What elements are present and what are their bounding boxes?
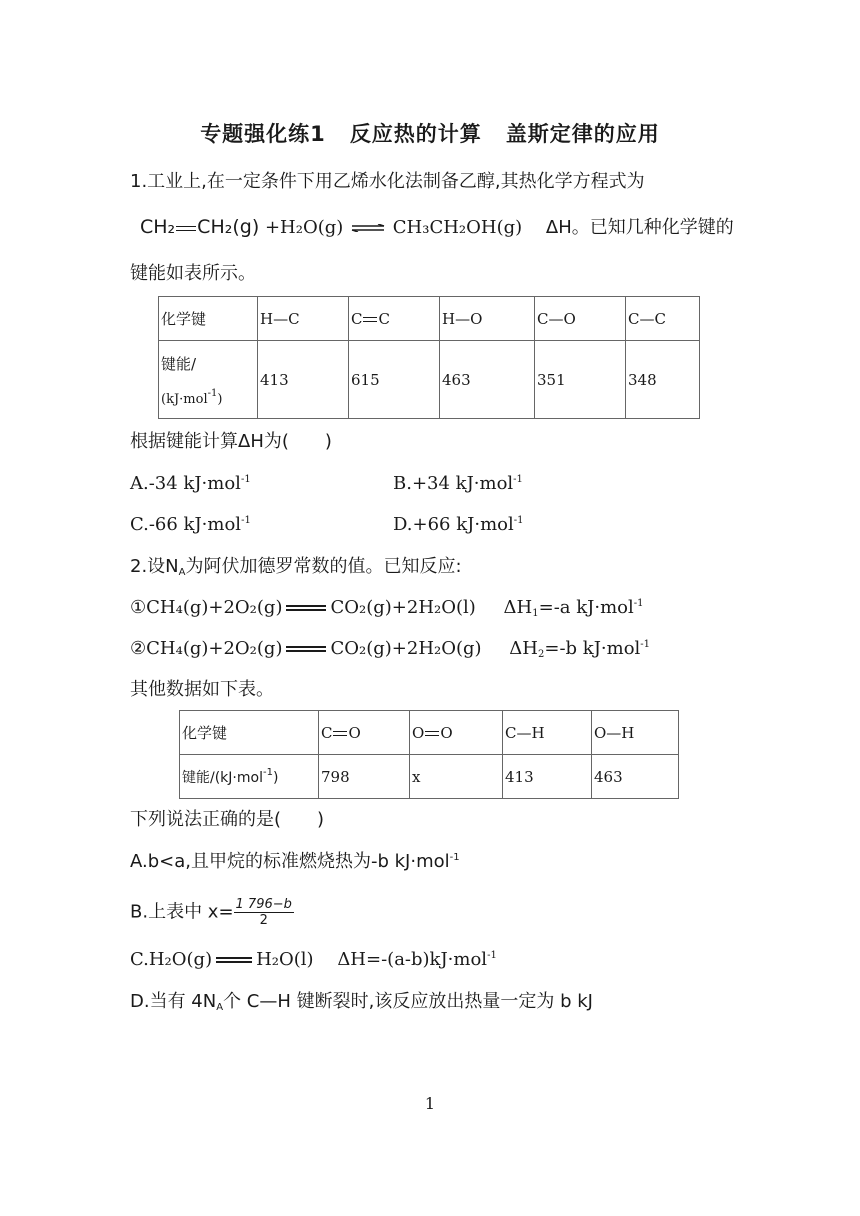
double-bond-icon — [425, 731, 439, 736]
table-row — [180, 755, 679, 799]
table-cell: 463 — [440, 341, 535, 419]
table-cell: O—H — [592, 711, 679, 755]
reversible-arrow-icon — [351, 224, 385, 232]
fraction: $\frac{1 796-b}{2}$ — [235, 897, 292, 928]
table-cell: 348 — [626, 341, 700, 419]
table-row — [159, 297, 700, 341]
double-bond-icon — [363, 317, 377, 322]
q2-option-d: D.当有 $4N_A$个 C—H 键断裂时,该反应放出热量一定为 b kJ — [130, 991, 593, 1013]
table-cell: 351 — [535, 341, 626, 419]
q1-option-b: B.+34 kJ·mol$^{-1}$ — [393, 473, 523, 494]
table-header-cell: 键能/(kJ·mol$^{-1}$) — [180, 755, 319, 799]
q2-other-data: 其他数据如下表。 — [130, 679, 274, 700]
table-cell: 413 — [503, 755, 592, 799]
q1-option-c: C.-66 kJ·mol$^{-1}$ — [130, 514, 251, 535]
q2-intro: 2.设$N_A$为阿伏加德罗常数的值。已知反应: — [130, 556, 462, 578]
q1-equation: CH₂ CH₂(g) +H₂O(g) CH₃CH₂OH(g) ΔH。已知几种化学键的 — [140, 216, 734, 238]
q1-line3: 键能如表所示。 — [130, 263, 256, 284]
q2-reaction-1: ①CH₄(g)+2O₂(g) CO₂(g)+2H₂O(l) $\Delta H_1=-a$ kJ·mol$^{-1}$ — [130, 597, 644, 619]
q1-question: 根据键能计算ΔH为( ) — [130, 431, 332, 452]
q2-question: 下列说法正确的是( ) — [130, 809, 325, 830]
equals-sign-icon — [216, 957, 252, 963]
q2-option-c: C.H₂O(g) H₂O(l) ΔH=-(a-b)kJ·mol$^{-1}$ — [130, 949, 497, 970]
q1-bond-table — [158, 296, 700, 419]
table-header-cell: 键能/ (kJ·mol$^{-1}$) — [159, 341, 258, 419]
table-cell: C—H — [503, 711, 592, 755]
table-cell: C O — [319, 711, 410, 755]
table-cell: 615 — [349, 341, 440, 419]
table-cell: H—O — [440, 297, 535, 341]
table-row — [159, 341, 700, 419]
q1-option-a: A.-34 kJ·mol$^{-1}$ — [130, 473, 251, 494]
table-cell: x — [410, 755, 503, 799]
double-bond-icon — [176, 226, 196, 231]
table-cell: 463 — [592, 755, 679, 799]
q2-reaction-2: ②CH₄(g)+2O₂(g) CO₂(g)+2H₂O(g) $\Delta H_2=-b$ kJ·mol$^{-1}$ — [130, 638, 651, 660]
q2-option-a: A.b<a,且甲烷的标准燃烧热为-b kJ·mol$^{-1}$ — [130, 851, 460, 872]
table-cell: C—O — [535, 297, 626, 341]
q1-option-d: D.+66 kJ·mol$^{-1}$ — [393, 514, 524, 535]
q2-option-b: B.上表中 x= $\frac{1 796-b}{2}$ — [130, 897, 292, 928]
page-number: 1 — [424, 1094, 436, 1113]
table-cell: 413 — [258, 341, 349, 419]
table-cell: 798 — [319, 755, 410, 799]
table-cell: C C — [349, 297, 440, 341]
table-cell: O O — [410, 711, 503, 755]
table-header-cell: 化学键 — [159, 297, 258, 341]
double-bond-icon — [333, 731, 347, 736]
q1-intro: 1.工业上,在一定条件下用乙烯水化法制备乙醇,其热化学方程式为 — [130, 171, 645, 192]
page-title: 专题强化练1 反应热的计算 盖斯定律的应用 — [200, 122, 660, 146]
table-cell: C—C — [626, 297, 700, 341]
equals-sign-icon — [286, 605, 326, 611]
table-row — [180, 711, 679, 755]
table-cell: H—C — [258, 297, 349, 341]
equals-sign-icon — [286, 646, 326, 652]
q2-bond-table — [179, 710, 679, 799]
table-header-cell: 化学键 — [180, 711, 319, 755]
